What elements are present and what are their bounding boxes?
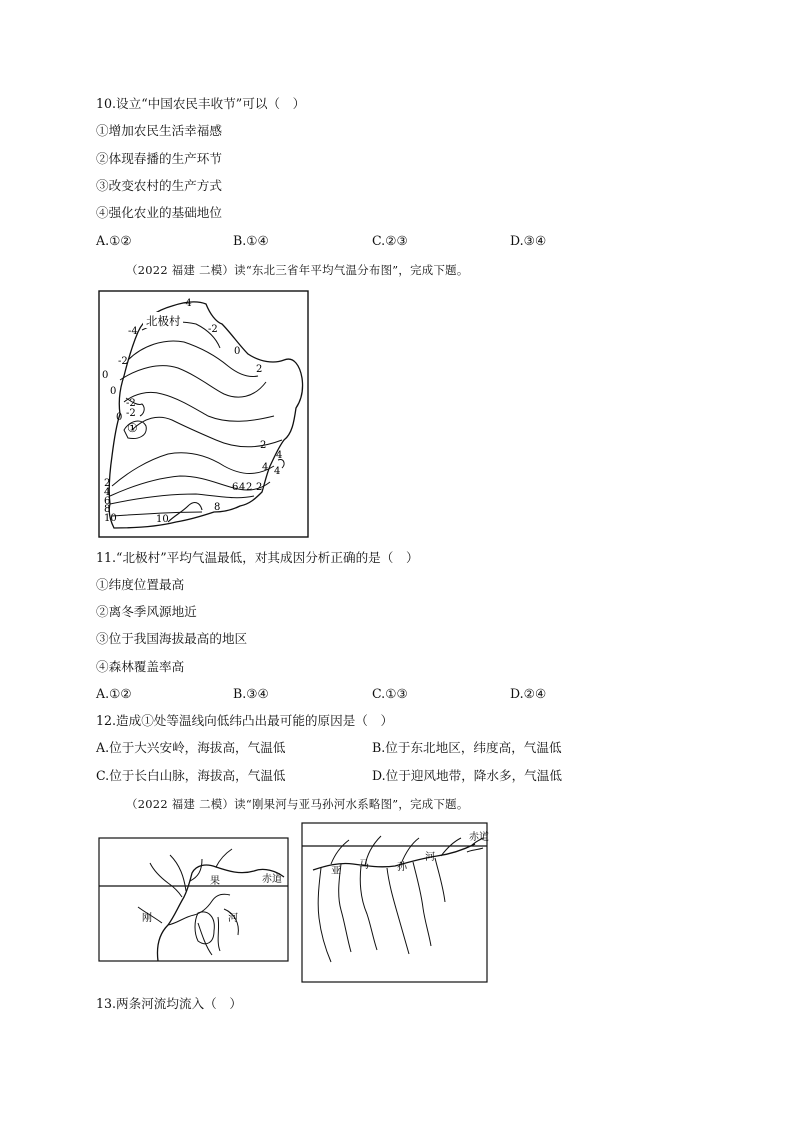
amazon-char: 马 <box>359 860 369 871</box>
intro-map1: （2022 福建 二模）读“东北三省年平均气温分布图”，完成下题。 <box>126 263 469 277</box>
isotherm-label: 2 <box>256 482 263 493</box>
equator-label-right: 赤道 <box>469 832 489 843</box>
q10-option-c: C.②③ <box>372 233 408 248</box>
point-one-label: ① <box>127 421 138 435</box>
q12-option-b: B.位于东北地区，纬度高，气温低 <box>372 740 562 755</box>
q10-item-3: ③改变农村的生产方式 <box>96 178 222 193</box>
q10-stem: 10.设立“中国农民丰收节”可以（ ） <box>96 96 306 111</box>
q10-item-2: ②体现春播的生产环节 <box>96 151 222 166</box>
q10-item-1: ①增加农民生活幸福感 <box>96 123 222 138</box>
amazon-char: 孙 <box>397 862 407 873</box>
isotherm-label: 6 <box>232 482 239 493</box>
northeast-isotherm-map <box>98 290 310 538</box>
isotherm-label: 0 <box>234 346 241 357</box>
q11-option-c: C.①③ <box>372 686 408 701</box>
congo-char: 河 <box>228 913 238 924</box>
isotherm-label: 8 <box>214 502 221 513</box>
congo-river-map <box>98 837 290 963</box>
isotherm-label: 4 <box>262 462 269 473</box>
isotherm-label: 4 <box>104 487 111 498</box>
isotherm-label: -2 <box>126 398 136 409</box>
isotherm-label: -4 <box>128 326 138 337</box>
village-label: 北极村 <box>146 314 181 328</box>
q11-item-2: ②离冬季风源地近 <box>96 604 197 619</box>
q11-item-4: ④森林覆盖率高 <box>96 659 185 674</box>
intro-map2: （2022 福建 二模）读“刚果河与亚马孙河水系略图”，完成下题。 <box>126 797 469 811</box>
q10-item-4: ④强化农业的基础地位 <box>96 205 222 220</box>
isotherm-label: -2 <box>126 408 136 419</box>
isotherm-label: 6 <box>104 496 111 507</box>
amazon-char: 亚 <box>331 866 341 877</box>
isotherm-label: 0 <box>110 386 117 397</box>
q10-option-a: A.①② <box>96 233 132 248</box>
q10-option-d: D.③④ <box>510 233 547 248</box>
isotherm-label: 10 <box>104 513 117 524</box>
amazon-river-map <box>301 822 489 984</box>
isotherm-label: 4 <box>239 482 246 493</box>
q11-stem: 11.“北极村”平均气温最低，对其成因分析正确的是（ ） <box>96 550 419 565</box>
isotherm-label: -2 <box>208 324 218 335</box>
isotherm-label: 0 <box>116 412 123 423</box>
isotherm-label: -4 <box>182 298 192 309</box>
q11-item-1: ①纬度位置最高 <box>96 577 185 592</box>
congo-char: 果 <box>210 876 220 887</box>
q12-option-d: D.位于迎风地带，降水多，气温低 <box>372 768 562 783</box>
amazon-char: 河 <box>425 852 435 863</box>
isotherm-label: 2 <box>104 478 111 489</box>
isotherm-label: 2 <box>246 482 253 493</box>
q11-option-b: B.③④ <box>233 686 269 701</box>
q11-option-a: A.①② <box>96 686 132 701</box>
q13-stem: 13.两条河流均流入（ ） <box>96 996 242 1011</box>
isotherm-label: 10 <box>156 514 169 525</box>
isotherm-label: -2 <box>118 356 128 367</box>
q12-option-c: C.位于长白山脉，海拔高，气温低 <box>96 768 286 783</box>
q11-item-3: ③位于我国海拔最高的地区 <box>96 631 248 646</box>
isotherm-label: 2 <box>256 364 263 375</box>
q12-stem: 12.造成①处等温线向低纬凸出最可能的原因是（ ） <box>96 713 394 728</box>
isotherm-label: 0 <box>102 370 109 381</box>
isotherm-label: 8 <box>104 504 111 515</box>
isotherm-label: 2 <box>260 440 267 451</box>
isotherm-label: 4 <box>274 466 281 477</box>
q11-option-d: D.②④ <box>510 686 547 701</box>
isotherm-label: 4 <box>276 450 283 461</box>
congo-char: 刚 <box>142 913 152 924</box>
q12-option-a: A.位于大兴安岭，海拔高，气温低 <box>96 740 286 755</box>
equator-label-left: 赤道 <box>262 874 282 885</box>
q10-option-b: B.①④ <box>233 233 269 248</box>
